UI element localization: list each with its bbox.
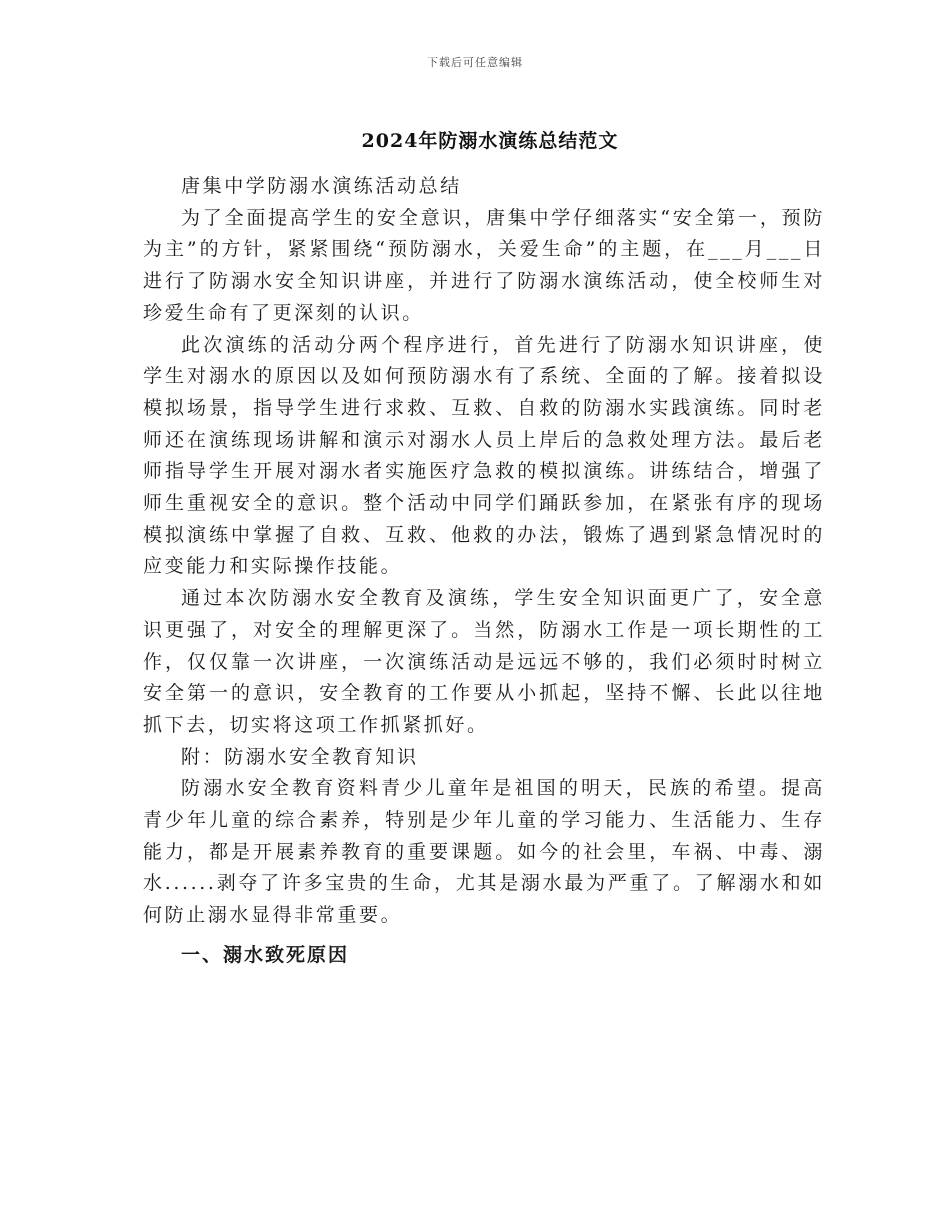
intro-paragraph: 为了全面提高学生的安全意识，唐集中学仔细落实“安全第一，预防为主”的方针，紧紧围绕“预防溺水，关爱生命”的主题，在___月___日进行了防溺水安全知识讲座，并进行了防溺水演练活动，使全校师生对珍爱生命有了更深刻的认识。 — [143, 206, 825, 324]
appendix-label: 附：防溺水安全教育知识 — [181, 745, 419, 768]
conclusion-paragraph: 通过本次防溺水安全教育及演练，学生安全知识面更广了，安全意识更强了，对安全的理解更深了。当然，防溺水工作是一项长期性的工作，仅仅靠一次讲座，一次演练活动是远远不够的，我们必须时时树立安全第一的意识，安全教育的工作要从小抓起，坚持不懈、长此以往地抓下去，切实将这项工作抓紧抓好。 — [143, 587, 825, 736]
appendix-paragraph: 防溺水安全教育资料青少儿童年是祖国的明天，民族的希望。提高青少年儿童的综合素养，特别是少年儿童的学习能力、生活能力、生存能力，都是开展素养教育的重要课题。如今的社会里，车祸、中毒、溺水......剥夺了许多宝贵的生命，尤其是溺水最为严重了。了解溺水和如何防止溺水显得非常重要。 — [143, 777, 825, 927]
section-heading: 一、溺水致死原因 — [181, 943, 350, 966]
header-note: 下载后可任意编辑 — [427, 56, 523, 69]
process-paragraph: 此次演练的活动分两个程序进行，首先进行了防溺水知识讲座，使学生对溺水的原因以及如何预防溺水有了系统、全面的了解。接着拟设模拟场景，指导学生进行求救、互救、自救的防溺水实践演练。同时老师还在演练现场讲解和演示对溺水人员上岸后的急救处理方法。最后老师指导学生开展对溺水者实施医疗急救的模拟演练。讲练结合，增强了师生重视安全的意识。整个活动中同学们踊跃参加，在紧张有序的现场模拟演练中掌握了自救、互救、他救的办法，锻炼了遇到紧急情况时的应变能力和实际操作技能。 — [143, 333, 825, 578]
document-body — [143, 171, 825, 972]
subtitle-paragraph: 唐集中学防溺水演练活动总结 — [181, 175, 462, 197]
document-title: 2024年防溺水演练总结范文 — [361, 130, 619, 152]
